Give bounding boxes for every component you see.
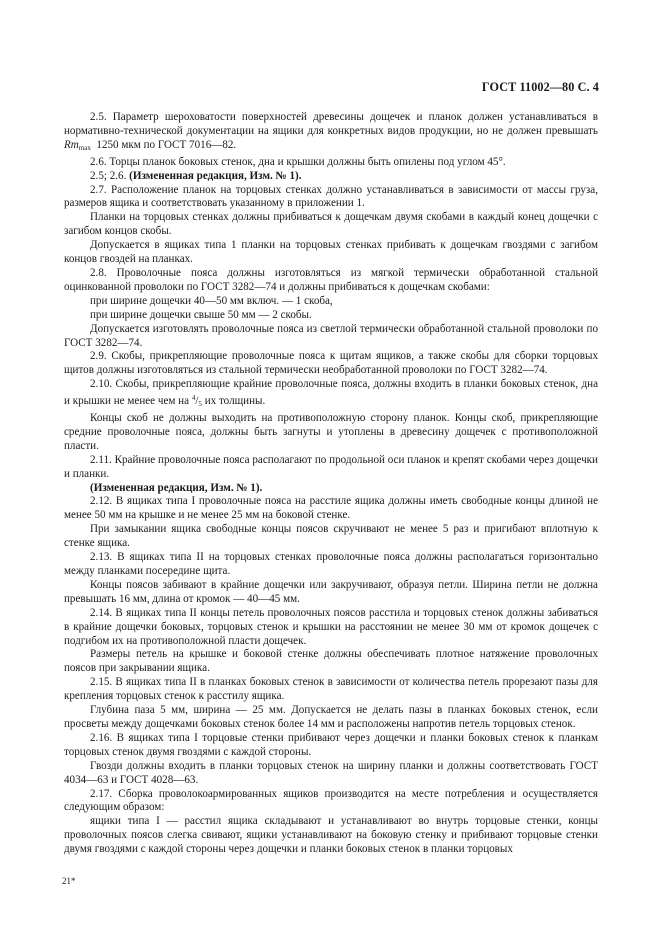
paragraph-2-14-sizes: Размеры петель на крышке и боковой стенке должны обеспечивать плотное натяжение проволочных поясов при закрывании ящика. [64,648,598,675]
paragraph-2-13-loops: Концы поясов забивают в крайние дощечки или закручивают, образуя петли. Ширина петли не должна превышать 16 мм, длина от кромок — 40—45 мм. [64,578,598,605]
paragraph-2-7: 2.7. Расположение планок на торцовых стенках должно устанавливаться в зависимости от массы груза, размеров ящика и соответствовать указанному в приложении 1. [64,183,598,210]
paragraph-2-6: 2.6. Торцы планок боковых стенок, дна и крышки должны быть опилены под углом 45°. [90,155,506,168]
paragraph-2-7-allowed: Допускается в ящиках типа 1 планки на торцовых стенках прибивать к дощечкам гвоздями с загибом концов гвоздей на планках. [64,239,598,266]
paragraph-2-14: 2.14. В ящиках типа II концы петель проволочных поясов расстила и торцовых стенок должны забиваться в крайние дощечки боковых, торцовых стенок и крышки на расстоянии не менее 30 мм от кромок дощечек с подгибом их на противоположной пласти дощечек. [64,606,598,647]
paragraph-2-17: 2.17. Сборка проволокоармированных ящиков производится на месте потребления и осуществляется следующим образом: [64,787,598,814]
paragraph-2-12: 2.12. В ящиках типа I проволочные пояса на расстиле ящика должны иметь свободные концы длиной не менее 50 мм на крышке и не менее 25 мм на боковой стенке. [64,495,598,522]
paragraph-2-13: 2.13. В ящиках типа II на торцовых стенках проволочные пояса должны располагаться горизонтально между планками посередине щита. [64,551,598,577]
page-header-title: ГОСТ 11002—80 С. 4 [481,80,599,94]
paragraph-2-16: 2.16. В ящиках типа I торцовые стенки прибивают через дощечки и планки боковых стенок к планкам торцовых стенок двумя гвоздями с каждой стороны. [64,731,598,758]
paragraph-2-12-closing: При замыкании ящика свободные концы поясов скручивают не менее 5 раз и пригибают вплотную к стенке ящика. [64,523,598,550]
paragraph-2-16-nails: Гвозди должны входить в планки торцовых стенок на ширину планки и должны соответствовать ГОСТ 4034—63 и ГОСТ 4028—63. [64,759,598,786]
paragraph-2-8: 2.8. Проволочные пояса должны изготовляться из мягкой термически обработанной стальной оцинкованной проволоки по ГОСТ 3282—74 и должны прибиваться к дощечкам скобами: [64,266,598,293]
paragraph-2-15: 2.15. В ящиках типа II в планках боковых стенок в зависимости от количества петель прорезают пазы для крепления торцовых стенок к расстилу ящика. [64,676,598,703]
paragraph-2-10-ends: Концы скоб не должны выходить на противоположную сторону планок. Концы скоб, прикрепляющие средние проволочные пояса, должны быть загнуты и утоплены в древесину дощечек с противоположной пласти. [64,412,598,452]
paragraph-2-17-type-1: ящики типа I — расстил ящика складывают и устанавливают во внутрь торцовые стенки, концы проволочных поясов слегка свивают, ящики устанавливают на боковую стенку и прибивают торцовые стенки двумя гвоздями с каждой стороны через дощечки и планки боковых стенок в планки торцовых [64,815,598,856]
page-footer-mark: 21* [62,876,76,886]
paragraph-2-9: 2.9. Скобы, прикрепляющие проволочные пояса к щитам ящиков, а также скобы для сборки торцовых щитов должны изготовляться из стальной термически необработанной проволоки по ГОСТ 3282—74. [64,350,598,377]
paragraph-2-10: 2.10. Скобы, прикрепляющие крайние проволочные пояса, должны входить в планки боковых стенок, дна и крышки не менее чем на $^4$/5 их толщины. [64,378,598,409]
paragraph-2-15-depth: Глубина паза 5 мм, ширина — 25 мм. Допускается не делать пазы в планках боковых стенок, если просветы между дощечками боковых стенок более 14 мм и расположены напротив петель торцовых стенок. [64,704,598,730]
paragraph-2-8-allowed: Допускается изготовлять проволочные пояса из светлой термически обработанной стальной проволоки по ГОСТ 3282—74. [64,322,598,349]
paragraph-2-7-planks: Планки на торцовых стенках должны прибиваться к дощечкам двумя скобами в каждый конец дощечки с загибом концов скобы. [64,211,598,238]
paragraph-revision-note-2: (Измененная редакция, Изм. № 1). [90,481,263,494]
paragraph-2-8-item-2: при ширине дощечки свыше 50 мм — 2 скобы. [90,308,312,321]
paragraph-2-8-item-1: при ширине дощечки 40—50 мм включ. — 1 скоба, [90,294,333,307]
paragraph-2-5: 2.5. Параметр шероховатости поверхностей древесины дощечек и планок должен устанавливаться в нормативно-технической документации на ящики для конкретных видов продукции, но не должен превышать $Rm_{max}$ 1250 мкм по ГОСТ 7016—82. [64,111,598,152]
paragraph-revision-note-1: 2.5; 2.6. (Измененная редакция, Изм. № 1). [90,169,302,182]
document-body [64,111,598,857]
paragraph-2-11: 2.11. Крайние проволочные пояса располагают по продольной оси планок и крепят скобами через дощечки и планки. [64,453,598,480]
